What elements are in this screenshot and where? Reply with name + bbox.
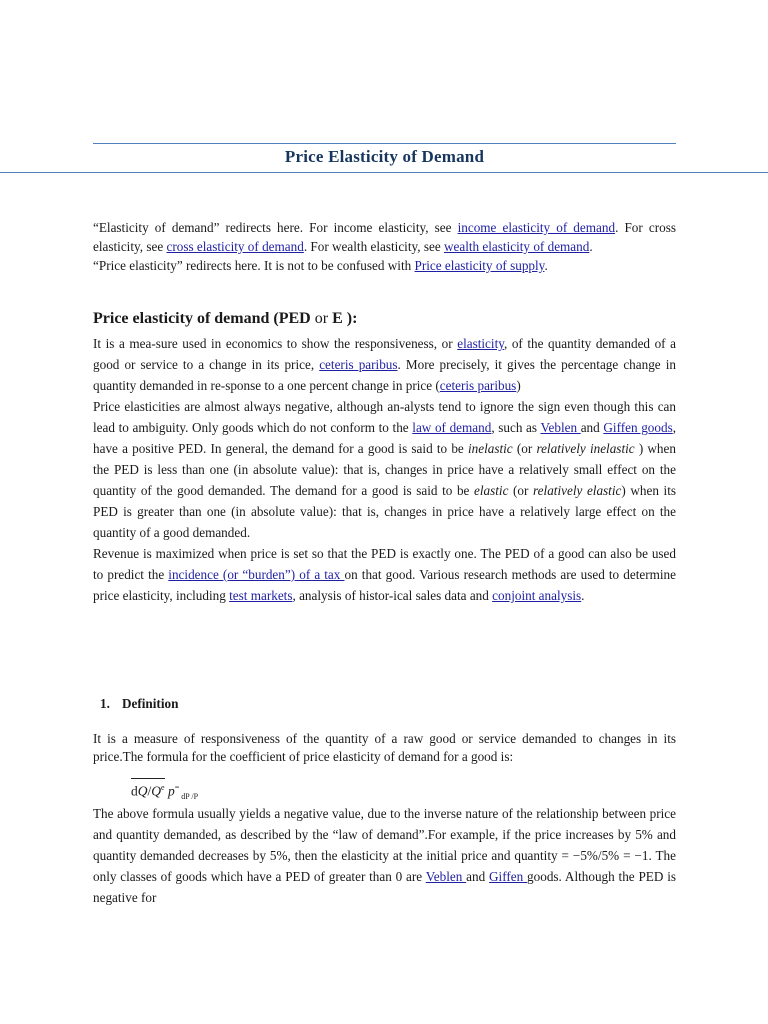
- redirect-notes: [93, 218, 676, 275]
- section-heading-ped: Price elasticity of demand (PED or E ):: [93, 310, 358, 327]
- link-law-of-demand[interactable]: law of demand: [412, 420, 492, 435]
- redirect-note-elasticity: “Elasticity of demand” redirects here. For income elasticity, see income elasticity of demand. For cross elasticity, see cross elasticity of demand. For wealth elasticity, see wealth elasticity of demand.: [93, 220, 676, 254]
- link-income-elasticity[interactable]: income elasticity of demand: [457, 220, 616, 235]
- link-elasticity[interactable]: elasticity: [457, 336, 504, 351]
- link-test-markets[interactable]: test markets: [229, 588, 293, 603]
- formula-fraction-bar: [131, 778, 165, 779]
- paragraph-measure: It is a measure of responsiveness of the quantity of a raw good or service demanded to changes in its price.The formula for the coefficient of price elasticity of demand for a good is:: [93, 731, 676, 764]
- paragraph-sign: Price elasticities are almost always negative, although an-alysts tend to ignore the sign even though this can lead to ambiguity. Only goods which do not conform to the law of demand, such as Veblen and Giffen goods, have a positive PED. In general, the demand for a good is said to be inelastic (or relatively inelastic ) when the PED is less than one (in absolute value): that is, changes in price have a relatively small effect on the quantity of the good demanded. The demand for a good is said to be elastic (or relatively elastic) when its PED is greater than one (in absolute value): that is, changes in price have a relatively large effect on the quantity of a good demanded.: [93, 399, 677, 540]
- formula-explanation: [93, 803, 676, 908]
- link-conjoint-analysis[interactable]: conjoint analysis: [492, 588, 582, 603]
- title-top-rule: [93, 143, 676, 144]
- link-price-elasticity-supply[interactable]: Price elasticity of supply: [414, 258, 545, 273]
- link-giffen-goods[interactable]: Giffen goods: [603, 420, 673, 435]
- page-title: Price Elasticity of Demand: [284, 147, 485, 166]
- paragraph-revenue: Revenue is maximized when price is set so that the PED is exactly one. The PED of a good can also be used to predict the incidence (or “burden”) of a tax on that good. Various research methods are used to determine price elasticity, including test markets, analysis of histor-ical sales data and conjoint analysis.: [93, 546, 676, 603]
- paragraph-negative-value: The above formula usually yields a negative value, due to the inverse nature of the relationship between price and quantity demanded, as described by the “law of demand”.For example, if the price increases by 5% and quantity demanded decreases by 5%, then the elasticity at the initial price and quantity = −5%/5% = −1. The only classes of goods which have a PED of greater than 0 are Veblen and Giffen goods. Although the PED is negative for: [93, 806, 676, 905]
- title-bottom-rule: [0, 172, 768, 173]
- link-wealth-elasticity[interactable]: wealth elasticity of demand: [443, 239, 590, 254]
- link-veblen-2[interactable]: Veblen: [425, 869, 467, 884]
- link-giffen-2[interactable]: Giffen: [489, 869, 528, 884]
- link-cross-elasticity[interactable]: cross elasticity of demand: [166, 239, 304, 254]
- definition-body: [93, 730, 676, 765]
- formula-expression: $dQ/Q^e$ p= $_{dP /P}$: [131, 783, 199, 802]
- link-ceteris-paribus-2[interactable]: ceteris paribus: [439, 378, 517, 393]
- link-ceteris-paribus[interactable]: ceteris paribus: [319, 357, 398, 372]
- ped-body: [93, 333, 676, 606]
- link-veblen[interactable]: Veblen: [540, 420, 581, 435]
- paragraph-definition: It is a mea-sure used in economics to show the responsiveness, or elasticity, of the quantity demanded of a good or service to a change in its price, ceteris paribus. More precisely, it gives the percentage change in quantity demanded in re-sponse to a one percent change in price (ceteris paribus): [93, 336, 676, 393]
- link-tax-incidence[interactable]: incidence (or “burden”) of a tax: [168, 567, 345, 582]
- section-heading-definition: 1. Definition: [100, 696, 179, 711]
- redirect-note-price-elasticity: “Price elasticity” redirects here. It is not to be confused with Price elasticity of supply.: [93, 258, 548, 273]
